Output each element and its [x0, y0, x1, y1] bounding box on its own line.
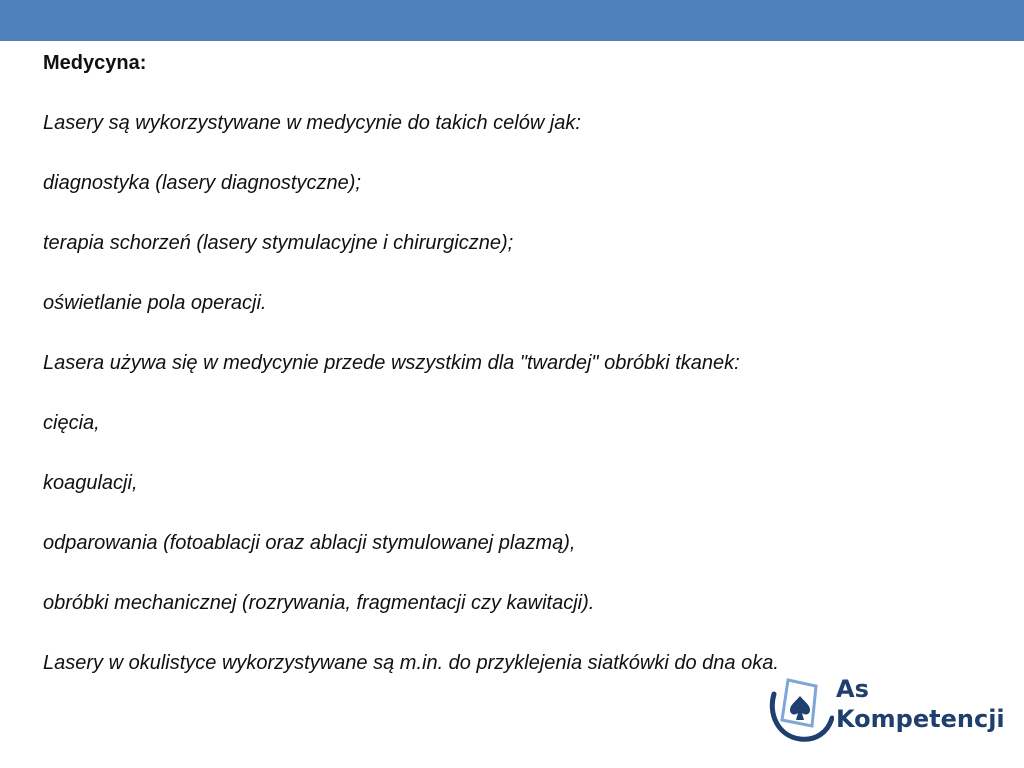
- text-line: oświetlanie pola operacji.: [43, 292, 267, 314]
- logo-line-1: As: [836, 675, 869, 703]
- slide-heading: Medycyna:: [43, 52, 147, 74]
- text-line: Lasera używa się w medycynie przede wszystkim dla "twardej" obróbki tkanek:: [43, 352, 740, 374]
- slide-content: [43, 48, 1003, 708]
- text-line: terapia schorzeń (lasery stymulacyjne i chirurgiczne);: [43, 232, 514, 254]
- top-bar: [0, 0, 1024, 41]
- as-kompetencji-logo: [768, 668, 1005, 744]
- text-line: Lasery w okulistyce wykorzystywane są m.in. do przyklejenia siatkówki do dna oka.: [43, 652, 779, 674]
- text-line: Lasery są wykorzystywane w medycynie do takich celów jak:: [43, 112, 581, 134]
- text-line: odparowania (fotoablacji oraz ablacji stymulowanej plazmą),: [43, 532, 576, 554]
- spade-card-icon: [768, 670, 834, 742]
- text-line: obróbki mechanicznej (rozrywania, fragmentacji czy kawitacji).: [43, 592, 595, 614]
- text-line: cięcia,: [43, 412, 100, 434]
- text-line: koagulacji,: [43, 472, 138, 494]
- logo-line-2: Kompetencji: [836, 705, 1005, 733]
- text-line: diagnostyka (lasery diagnostyczne);: [43, 172, 361, 194]
- logo-text: [836, 674, 1005, 734]
